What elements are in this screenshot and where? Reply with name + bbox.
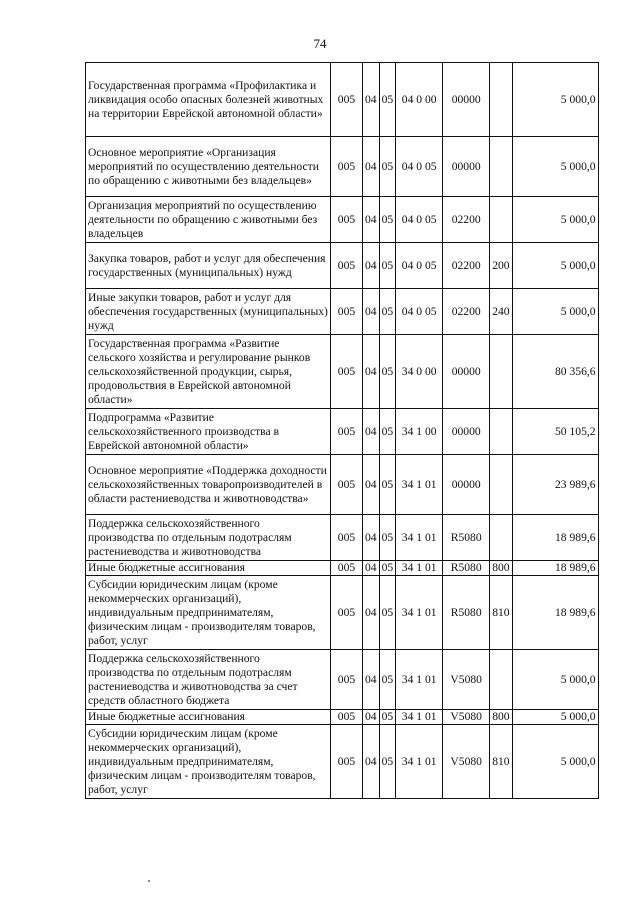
expense-type bbox=[490, 197, 512, 243]
target-article: 04 0 05 bbox=[396, 137, 443, 197]
target-article: 34 1 01 bbox=[396, 576, 443, 650]
row-name: Иные бюджетные ассигнования bbox=[86, 710, 331, 725]
target-article: 04 0 05 bbox=[396, 289, 443, 335]
subsection-code: 05 bbox=[379, 576, 396, 650]
section-code: 04 bbox=[363, 515, 380, 561]
expense-type bbox=[490, 335, 512, 409]
section-code: 04 bbox=[363, 576, 380, 650]
row-name: Иные закупки товаров, работ и услуг для обеспечения государственных (муниципальных) нужд bbox=[86, 289, 331, 335]
target-article: 04 0 00 bbox=[396, 63, 443, 137]
target-article: 34 1 01 bbox=[396, 710, 443, 725]
row-name: Подпрограмма «Развитие сельскохозяйственного производства в Еврейской автономной области» bbox=[86, 409, 331, 455]
table-row bbox=[86, 335, 599, 409]
table-row bbox=[86, 650, 599, 710]
table-row bbox=[86, 576, 599, 650]
subsection-code: 05 bbox=[379, 335, 396, 409]
target-article: 04 0 05 bbox=[396, 243, 443, 289]
ministry-code: 005 bbox=[331, 289, 363, 335]
amount: 18 989,6 bbox=[512, 515, 598, 561]
amount: 18 989,6 bbox=[512, 561, 598, 576]
target-article-ext: 00000 bbox=[443, 63, 490, 137]
section-code: 04 bbox=[363, 289, 380, 335]
target-article-ext: 02200 bbox=[443, 289, 490, 335]
subsection-code: 05 bbox=[379, 289, 396, 335]
section-code: 04 bbox=[363, 243, 380, 289]
subsection-code: 05 bbox=[379, 63, 396, 137]
subsection-code: 05 bbox=[379, 137, 396, 197]
target-article-ext: 00000 bbox=[443, 455, 490, 515]
amount: 23 989,6 bbox=[512, 455, 598, 515]
table-body bbox=[86, 63, 599, 799]
ministry-code: 005 bbox=[331, 576, 363, 650]
target-article: 34 1 01 bbox=[396, 515, 443, 561]
amount: 18 989,6 bbox=[512, 576, 598, 650]
row-name: Основное мероприятие «Организация мероприятий по осуществлению деятельности по обращению с животными без владельцев» bbox=[86, 137, 331, 197]
ministry-code: 005 bbox=[331, 63, 363, 137]
ministry-code: 005 bbox=[331, 137, 363, 197]
amount: 5 000,0 bbox=[512, 725, 598, 799]
subsection-code: 05 bbox=[379, 455, 396, 515]
section-code: 04 bbox=[363, 710, 380, 725]
row-name: Основное мероприятие «Поддержка доходности сельскохозяйственных товаропроизводителей в области растениеводства и животноводства» bbox=[86, 455, 331, 515]
expense-type bbox=[490, 409, 512, 455]
table-row bbox=[86, 710, 599, 725]
amount: 5 000,0 bbox=[512, 197, 598, 243]
budget-table bbox=[85, 62, 599, 799]
ministry-code: 005 bbox=[331, 409, 363, 455]
section-code: 04 bbox=[363, 335, 380, 409]
amount: 5 000,0 bbox=[512, 243, 598, 289]
section-code: 04 bbox=[363, 63, 380, 137]
expense-type: 810 bbox=[490, 725, 512, 799]
target-article-ext: 00000 bbox=[443, 409, 490, 455]
expense-type bbox=[490, 137, 512, 197]
subsection-code: 05 bbox=[379, 409, 396, 455]
amount: 5 000,0 bbox=[512, 289, 598, 335]
table-row bbox=[86, 63, 599, 137]
target-article: 34 0 00 bbox=[396, 335, 443, 409]
target-article-ext: 00000 bbox=[443, 137, 490, 197]
section-code: 04 bbox=[363, 409, 380, 455]
ministry-code: 005 bbox=[331, 561, 363, 576]
ministry-code: 005 bbox=[331, 650, 363, 710]
amount: 5 000,0 bbox=[512, 137, 598, 197]
row-name: Субсидии юридическим лицам (кроме некоммерческих организаций), индивидуальным предпринимателям, физическим лицам - производителям товаров, работ, услуг bbox=[86, 725, 331, 799]
row-name: Государственная программа «Развитие сельского хозяйства и регулирование рынков сельскохозяйственной продукции, сырья, продовольствия в Еврейской автономной области» bbox=[86, 335, 331, 409]
table-row bbox=[86, 561, 599, 576]
table-row bbox=[86, 197, 599, 243]
amount: 5 000,0 bbox=[512, 650, 598, 710]
target-article-ext: R5080 bbox=[443, 576, 490, 650]
section-code: 04 bbox=[363, 455, 380, 515]
table-row bbox=[86, 515, 599, 561]
row-name: Организация мероприятий по осуществлению деятельности по обращению с животными без владельцев bbox=[86, 197, 331, 243]
row-name: Поддержка сельскохозяйственного производства по отдельным подотраслям растениеводства и животноводства за счет средств областного бюджета bbox=[86, 650, 331, 710]
table-row bbox=[86, 289, 599, 335]
ministry-code: 005 bbox=[331, 197, 363, 243]
ministry-code: 005 bbox=[331, 725, 363, 799]
subsection-code: 05 bbox=[379, 197, 396, 243]
expense-type: 200 bbox=[490, 243, 512, 289]
ministry-code: 005 bbox=[331, 455, 363, 515]
target-article-ext: R5080 bbox=[443, 561, 490, 576]
expense-type bbox=[490, 515, 512, 561]
expense-type: 800 bbox=[490, 710, 512, 725]
amount: 50 105,2 bbox=[512, 409, 598, 455]
expense-type bbox=[490, 455, 512, 515]
subsection-code: 05 bbox=[379, 710, 396, 725]
target-article-ext: 02200 bbox=[443, 197, 490, 243]
subsection-code: 05 bbox=[379, 725, 396, 799]
section-code: 04 bbox=[363, 137, 380, 197]
ministry-code: 005 bbox=[331, 335, 363, 409]
target-article-ext: V5080 bbox=[443, 650, 490, 710]
expense-type: 800 bbox=[490, 561, 512, 576]
target-article: 34 1 00 bbox=[396, 409, 443, 455]
target-article: 34 1 01 bbox=[396, 561, 443, 576]
target-article-ext: R5080 bbox=[443, 515, 490, 561]
table-row bbox=[86, 455, 599, 515]
expense-type bbox=[490, 650, 512, 710]
target-article: 34 1 01 bbox=[396, 455, 443, 515]
target-article-ext: V5080 bbox=[443, 725, 490, 799]
subsection-code: 05 bbox=[379, 650, 396, 710]
table-row bbox=[86, 409, 599, 455]
section-code: 04 bbox=[363, 197, 380, 243]
target-article: 34 1 01 bbox=[396, 725, 443, 799]
section-code: 04 bbox=[363, 725, 380, 799]
subsection-code: 05 bbox=[379, 243, 396, 289]
amount: 80 356,6 bbox=[512, 335, 598, 409]
row-name: Поддержка сельскохозяйственного производства по отдельным подотраслям растениеводства и животноводства bbox=[86, 515, 331, 561]
target-article-ext: 00000 bbox=[443, 335, 490, 409]
section-code: 04 bbox=[363, 650, 380, 710]
row-name: Закупка товаров, работ и услуг для обеспечения государственных (муниципальных) нужд bbox=[86, 243, 331, 289]
target-article: 34 1 01 bbox=[396, 650, 443, 710]
target-article-ext: V5080 bbox=[443, 710, 490, 725]
subsection-code: 05 bbox=[379, 561, 396, 576]
ministry-code: 005 bbox=[331, 243, 363, 289]
scan-speck bbox=[148, 880, 150, 882]
row-name: Иные бюджетные ассигнования bbox=[86, 561, 331, 576]
target-article: 04 0 05 bbox=[396, 197, 443, 243]
page-number: 74 bbox=[313, 36, 327, 51]
amount: 5 000,0 bbox=[512, 710, 598, 725]
ministry-code: 005 bbox=[331, 515, 363, 561]
expense-type: 240 bbox=[490, 289, 512, 335]
row-name: Субсидии юридическим лицам (кроме некоммерческих организаций), индивидуальным предпринимателям, физическим лицам - производителям товаров, работ, услуг bbox=[86, 576, 331, 650]
expense-type: 810 bbox=[490, 576, 512, 650]
table-row bbox=[86, 725, 599, 799]
amount: 5 000,0 bbox=[512, 63, 598, 137]
target-article-ext: 02200 bbox=[443, 243, 490, 289]
expense-type bbox=[490, 63, 512, 137]
table-row bbox=[86, 243, 599, 289]
row-name: Государственная программа «Профилактика и ликвидация особо опасных болезней животных на территории Еврейской автономной области» bbox=[86, 63, 331, 137]
section-code: 04 bbox=[363, 561, 380, 576]
ministry-code: 005 bbox=[331, 710, 363, 725]
table-row bbox=[86, 137, 599, 197]
subsection-code: 05 bbox=[379, 515, 396, 561]
